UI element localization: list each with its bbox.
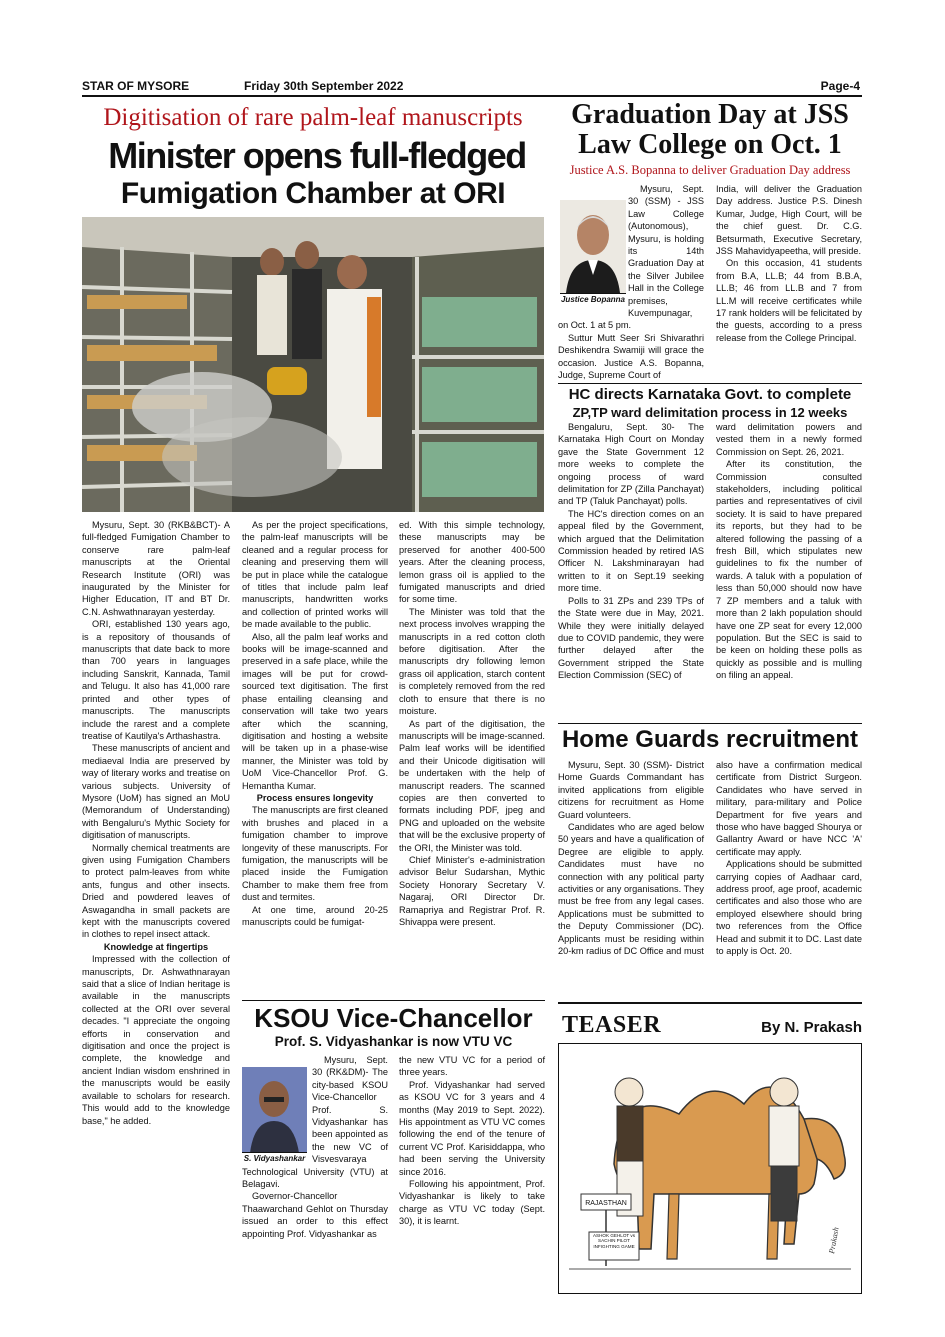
jss-column-2: [716, 183, 862, 344]
ori-paragraph: Also, all the palm leaf works and books will be image-scanned and preserved in a safe place, while the images will be put for crowd-sourced text digitisation. The first phase entailing cleansing and conservation will take two years after which the scanning, digitisation and hosting a website will be taken up in a phase-wise manner, the Minister was told by UoM Vice-Chancellor Prof. G. Hemantha Kumar.: [242, 631, 388, 791]
jss-headline-line2: Law College on Oct. 1: [578, 129, 842, 160]
masthead-paper-name: STAR OF MYSORE: [82, 79, 190, 93]
ori-paragraph: Normally chemical treatments are given using Fumigation Chambers to protect palm-leaves from white ants, fungus and other insects. Dried and powdered leaves of Aswagandha in small packets are kept with the manuscripts covered in clothes to repel insect attack.: [82, 842, 230, 940]
jss-paragraph: Suttur Mutt Seer Sri Shivarathri Deshikendra Swamiji will grace the occasion. Justice A.S. Bopanna, Judge, Supreme Court of: [558, 332, 704, 381]
ori-photo-fumigation-chamber: [82, 217, 544, 512]
hc-paragraph: Bengaluru, Sept. 30- The Karnataka High Court on Monday gave the State Government 12 more weeks to complete the ongoing process of ward delimitation for ZP (Zilla Panchayat) and TP (Taluk Panchayat) polls.: [558, 422, 704, 507]
ori-paragraph: As part of the digitisation, the manuscripts will be image-scanned. Palm leaf works will be identified and their Unicode digitisation will be undertaken with the help of manuscript readers. The scanned copies are then converted to formats including PDF, jpeg and PNG and uploaded on the website that will be the exclusive property of the ORI, the Minister was told.: [399, 718, 545, 853]
hg-top-rule: [558, 723, 862, 724]
hc-paragraph: After its constitution, the Commission consulted stakeholders, including political parties and representatives of civil society. It is said to have prepared its reports, but they had to be altered following the passing of a fresh Bill, which stipulates new guidelines to fix the number of wards. A taluk with a population of less than 50,000 should now have 7 ZP members and a taluk with more than 2 lakh population should have one ZP seat for every 12,000 population. But the SEC is said to be keen on holding these polls as quickly as possible and is mulling on filing an appeal.: [716, 459, 862, 681]
jss-column-1: [558, 183, 704, 382]
hc-paragraph: Polls to 31 ZPs and 239 TPs of the State were due in May, 2021. While they were initially delayed due to COVID pandemic, they were further delayed after the Government stripped the State Election Commission (SEC) of: [558, 595, 704, 681]
jss-photo-caption: Justice Bopanna: [560, 295, 625, 304]
ori-paragraph: The manuscripts are first cleaned with brushes and placed in a fumigation chamber to improve longevity of these manuscripts. For fumigation, the manuscripts will be placed inside the Fumigation Chamber to make them free from dust and termites.: [242, 805, 388, 903]
jss-paragraph: On this occasion, 41 students from B.A, LL.B; 44 from B.B.A, LL.B; 46 from LL.B and 7 from LL.M will receive certificates while 17 rank holders will be felicitated by the guests, according to a press release from the College Principal.: [716, 258, 862, 343]
ksou-headline: KSOU Vice-Chancellor: [254, 1003, 533, 1033]
ori-paragraph: The Minister was told that the next process involves wrapping the manuscripts in a red cotton cloth before digitisation. After the manuscripts dry following lemon grass oil application, starch content is completely removed from the red cloth to ensure that there is no moisture.: [399, 606, 545, 717]
teaser-top-rule: [558, 1002, 862, 1004]
hc-headline-line1: HC directs Karnataka Govt. to complete: [568, 386, 852, 403]
ori-paragraph: ORI, established 130 years ago, is a repository of thousands of manuscripts that date back to more than 700 years in languages including Sanskrit, Kannada, Tamil and Telugu. It also has 41,000 rare printed and other types of manuscripts. The manuscripts include the rarest and a complete treatise of Kautilya's Arthashastra.: [82, 619, 230, 741]
ksou-top-rule: [242, 1000, 545, 1001]
ori-subheading-knowledge: Knowledge at fingertips: [103, 941, 209, 952]
ori-column-1: [82, 519, 230, 1127]
ori-column-2: [242, 519, 388, 928]
ori-paragraph: Mysuru, Sept. 30 (RKB&BCT)- A full-fledged Fumigation Chamber to conserve rare palm-leaf manuscripts at the Oriental Research Institute (ORI) was inaugurated by the Minister for Higher Education, IT and BT Dr. C.N. Ashwathnarayan yesterday.: [82, 520, 230, 617]
masthead-rule: [82, 95, 862, 97]
ksou-paragraph: Prof. Vidyashankar had served as KSOU VC for 3 years and 4 months (May 2019 to Sept. 2022). His appointment as VTU VC comes following the end of the tenure of current VC Prof. Karisiddappa, who had been serving the University since 2016.: [399, 1079, 545, 1177]
ksou-column-2: [399, 1054, 545, 1228]
hc-headline-line2: ZP,TP ward delimitation process in 12 weeks: [572, 405, 848, 420]
teaser-cartoon-illustration: [559, 1044, 861, 1293]
ksou-paragraph: the new VTU VC for a period of three years.: [399, 1055, 545, 1078]
ksou-subhead: Prof. S. Vidyashankar is now VTU VC: [274, 1034, 513, 1049]
teaser-byline: By N. Prakash: [761, 1019, 862, 1036]
ori-headline-line2: Fumigation Chamber at ORI: [120, 177, 506, 210]
jss-headline-line1: Graduation Day at JSS: [571, 99, 849, 130]
ori-column-3: [399, 519, 545, 928]
masthead-page-number: Page-4: [820, 79, 860, 93]
ori-paragraph: These manuscripts of ancient and mediaeval India are preserved by way of literary works and treatise on various subjects. University of Mysore (UoM) has signed an MoU (Memorandum of Understanding) with Bengaluru's Mythic Society for digitisation of manuscripts.: [82, 743, 230, 841]
hg-headline: Home Guards recruitment: [561, 726, 859, 753]
ori-paragraph: As per the project specifications, the palm-leaf manuscripts will be cleaned and a regular process for cleaning and preserving them will be put in place while the catalogue of titles that include palm leaf manuscripts, handwritten works and collection of printed works will be made available to the public.: [242, 520, 388, 630]
ori-photo-illustration: [82, 217, 544, 512]
ori-paragraph: At one time, around 20-25 manuscripts could be fumigat-: [242, 904, 388, 927]
hc-paragraph: The HC's direction comes on an appeal filed by the Government, which argued that the Delimitation Commission headed by retired IAS Officer N. Lakshminarayan had written to it on Sept.19 seeking more time.: [558, 508, 704, 594]
hg-paragraph: also have a confirmation medical certificate from District Surgeon. Candidates who have served in military, para-military and Police Department for five years and those who have bagged Shourya or Gallantry Award or have NCC 'A' certificate may apply.: [716, 760, 862, 857]
ksou-column-1: [242, 1054, 388, 1240]
ori-headline-line1: Minister opens full-fledged: [108, 135, 526, 176]
teaser-label-text: ASHOK GEHLOT vs SACHIN PILOT INFIGHTING GAME: [592, 1233, 636, 1249]
hg-paragraph: Candidates who are aged below 50 years and have a qualification of Degree are eligible to apply. Candidates must have no connection with any political party activities or any organisations. They must be free from any legal cases. Applications must be submitted to the Deputy Commissioner (DC). Applicants must be residing within 20-km radius of DC Office and must: [558, 822, 704, 957]
hg-column-2: [716, 759, 862, 958]
hc-paragraph: ward delimitation powers and vested them in a newly formed Commission on Sept. 26, 2021.: [716, 422, 862, 457]
ori-kicker: Digitisation of rare palm-leaf manuscripts: [103, 104, 523, 131]
hc-column-1: [558, 421, 704, 682]
ksou-paragraph: Mysuru, Sept. 30 (RK&DM)- The city-based KSOU Vice-Chancellor Prof. S. Vidyashankar has been appointed as the new VC of Visvesvaraya Technological University (VTU) at Belagavi.: [242, 1055, 388, 1190]
jss-kicker: Justice A.S. Bopanna to deliver Graduation Day address: [569, 163, 851, 177]
hg-paragraph: Applications should be submitted carrying copies of Aadhaar card, address proof, age proof, academic certificates and also those who are employed elsewhere should bring two references from the Office Head and submit it to DC. Last date to apply is Oct. 20.: [716, 859, 862, 957]
jss-paragraph: India, will deliver the Graduation Day address. Justice P.S. Dinesh Kumar, Judge, High Court, will be the chief guest. Dr. C.G. Betsurmath, Executive Secretary, JSS Mahavidyapeetha, will preside.: [716, 184, 862, 257]
hc-column-2: [716, 421, 862, 682]
hg-paragraph: Mysuru, Sept. 30 (SSM)- District Home Guards Commandant has invited applications from eligible citizens for recruitment as Home Guard volunteers.: [558, 760, 704, 820]
ori-subheading-process: Process ensures longevity: [256, 792, 374, 803]
ori-paragraph: ed. With this simple technology, these manuscripts may be preserved for another 400-500 years. After the cleaning process, lemon grass oil is applied to the fumigated manuscripts and dried for some time.: [399, 520, 545, 605]
ksou-paragraph: Following his appointment, Prof. Vidyashankar is likely to take charge as VTU VC today (Sept. 30), it is learnt.: [399, 1179, 545, 1227]
hg-column-1: [558, 759, 704, 958]
teaser-cartoon-frame: [558, 1043, 862, 1294]
hc-top-rule: [558, 383, 862, 384]
ori-paragraph: Chief Minister's e-administration advisor Belur Sudarshan, Mythic Society Honorary Secretary V. Nagaraj, ORI Director Dr. Ramapriya and Registrar Prof. R. Shivappa were present.: [399, 854, 545, 927]
jss-paragraph: Mysuru, Sept. 30 (SSM) - JSS Law College (Autonomous), Mysuru, is holding its 14th Graduation Day at the Silver Jubilee Hall in the College premises, Kuvempunagar, on Oct. 1 at 5 pm.: [558, 184, 704, 331]
teaser-sign-text: RAJASTHAN: [585, 1200, 627, 1207]
teaser-title: TEASER: [562, 1012, 662, 1038]
masthead-date: Friday 30th September 2022: [244, 79, 404, 93]
ksou-paragraph: Governor-Chancellor Thaawarchand Gehlot on Thursday issued an order to this effect appointing Prof. Vidyashankar as: [242, 1191, 388, 1239]
ori-paragraph: Impressed with the collection of manuscripts, Dr. Ashwathnarayan said that a slice of Indian heritage is available in the manuscripts collected at the ORI over several decades. "I appreciate the ongoing efforts in conservation and digitisation and once the project is complete, the knowledge and ancient Indian wisdom enshrined in the manuscripts would be easily available to scholars for research. This would add to the knowledge base," he added.: [82, 954, 230, 1126]
teaser-signature: Prakash: [827, 1226, 841, 1255]
ksou-photo-caption: S. Vidyashankar: [243, 1154, 306, 1163]
